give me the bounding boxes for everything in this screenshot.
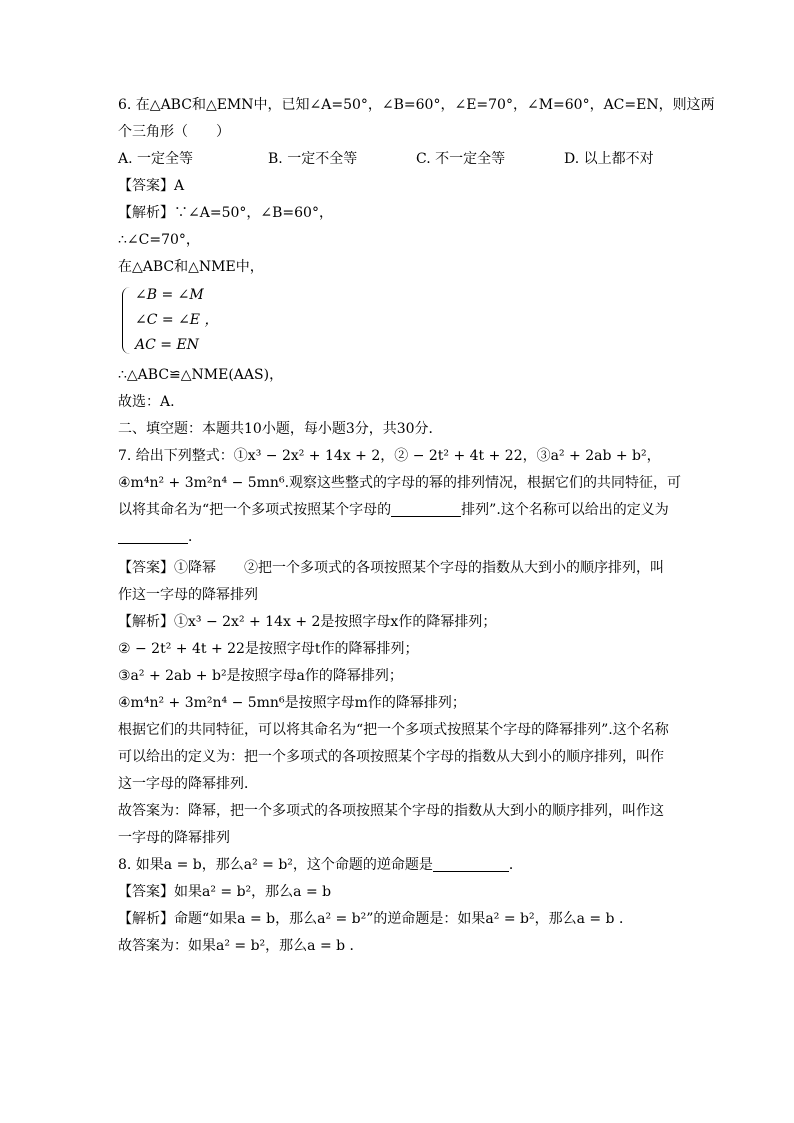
- q7-answer-line1: 【答案】①降幂 ②把一个多项式的各项按照某个字母的指数从大到小的顺序排列，叫: [118, 560, 664, 576]
- q8-analysis: 【解析】命题“如果a = b，那么a² = b²”的逆命题是：如果a² = b²，那么a = b ．: [118, 911, 633, 927]
- q7-summary-1: 根据它们的共同特征，可以将其命名为“把一个多项式按照某个字母的降幂排列”.这个名称: [118, 722, 669, 738]
- q6-option-d: D. 以上都不对: [564, 151, 654, 167]
- q7-answer-line2: 作这一字母的降幂排列: [118, 587, 258, 603]
- q6-stem-line1: 6. 在△ABC和△EMN中，已知∠A=50°，∠B=60°，∠E=70°，∠M=60°，AC=EN，则这两: [118, 97, 715, 113]
- q6-analysis-1: 【解析】∵∠A=50°，∠B=60°，: [118, 205, 333, 221]
- q7-line3-b: 排列”.这个名称可以给出的定义为: [461, 502, 669, 518]
- q6-analysis-3: 在△ABC和△NME中，: [118, 259, 264, 275]
- q7-blank-2[interactable]: [118, 527, 188, 544]
- q7-blank-1[interactable]: [391, 500, 461, 517]
- left-brace: [122, 287, 133, 354]
- q7-analysis-3: ③a² + 2ab + b²是按照字母a作的降幂排列；: [118, 668, 403, 684]
- q6-option-c: C. 不一定全等: [416, 151, 506, 167]
- q7-summary-3: 这一字母的降幂排列．: [118, 776, 258, 792]
- section-heading: 二、填空题：本题共10小题，每小题3分，共30分．: [118, 421, 443, 437]
- document-page: [118, 92, 715, 960]
- q7-line4: [118, 524, 678, 551]
- q7-line1: 7. 给出下列整式：①x³ − 2x² + 14x + 2，② − 2t² + 4t + 22，③a² + 2ab + b²，: [118, 448, 661, 464]
- q6-conclusion: ∴△ABC≌△NME(AAS)，: [118, 367, 284, 383]
- q6-system-line-3: AC = EN: [135, 337, 199, 353]
- q6-stem-line2: 个三角形（ ）: [118, 124, 230, 140]
- q7-summary-2: 可以给出的定义为：把一个多项式的各项按照某个字母的指数从大到小的顺序排列，叫作: [118, 749, 664, 765]
- q8-stem-b: ．: [508, 857, 523, 873]
- q7-final-1: 故答案为：降幂，把一个多项式的各项按照某个字母的指数从大到小的顺序排列，叫作这: [118, 803, 664, 819]
- q7-analysis-1: 【解析】①x³ − 2x² + 14x + 2是按照字母x作的降幂排列；: [118, 614, 497, 630]
- q6-option-a: A. 一定全等: [118, 151, 194, 167]
- q6-answer: 【答案】A: [118, 178, 185, 194]
- q6-option-b: B. 一定不全等: [268, 151, 358, 167]
- q8-final: 故答案为：如果a² = b²，那么a = b ．: [118, 938, 364, 954]
- q6-options: [118, 146, 678, 173]
- q6-equation-system: [118, 283, 678, 358]
- q7-final-2: 一字母的降幂排列: [118, 830, 230, 846]
- q6-choose: 故选：A.: [118, 394, 175, 410]
- q7-line4-end: ．: [188, 529, 202, 545]
- q6-analysis-2: ∴∠C=70°，: [118, 232, 200, 248]
- q7-line2: ④m⁴n² + 3m²n⁴ − 5mn⁶.观察这些整式的字母的幂的排列情况，根据它们的共同特征，可: [118, 475, 682, 491]
- q7-analysis-4: ④m⁴n² + 3m²n⁴ − 5mn⁶是按照字母m作的降幂排列；: [118, 695, 466, 711]
- q8-stem-a: 8. 如果a = b，那么a² = b²，这个命题的逆命题是: [118, 857, 433, 873]
- q8-answer: 【答案】如果a² = b²，那么a = b: [118, 884, 332, 900]
- q7-line3: [118, 497, 678, 524]
- q8-stem: [118, 852, 678, 879]
- q6-system-line-2: ∠C = ∠E ，: [135, 312, 219, 328]
- q8-blank[interactable]: [433, 855, 509, 872]
- q6-system-line-1: ∠B = ∠M: [135, 287, 204, 303]
- q7-analysis-2: ② − 2t² + 4t + 22是按照字母t作的降幂排列；: [118, 641, 419, 657]
- q7-line3-a: 以将其命名为“把一个多项式按照某个字母的: [118, 502, 392, 518]
